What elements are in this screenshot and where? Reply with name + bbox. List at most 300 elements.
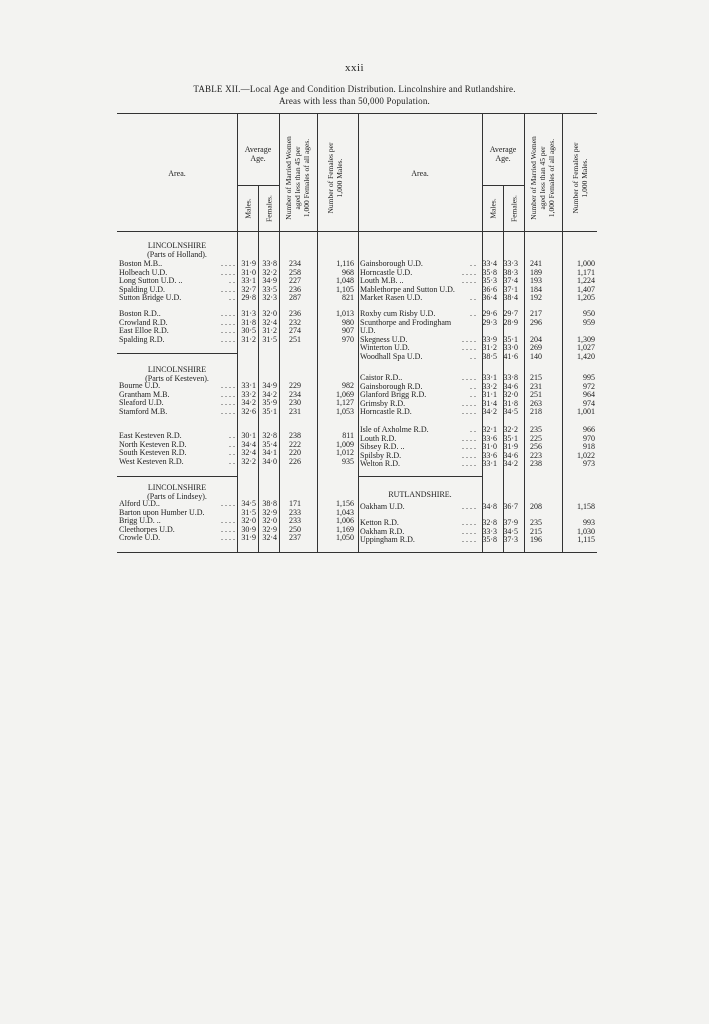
row-males: 34·8 (482, 502, 497, 511)
table-row (117, 293, 357, 302)
married-women-header-line: aged less than 45 per (293, 146, 302, 210)
row-males: 34·2 (241, 398, 256, 407)
married-women-header-line: aged less than 45 per (538, 146, 547, 210)
row-married-women: 232 (289, 317, 301, 327)
row-females-per-males: 1,043 (336, 507, 354, 517)
row-females-per-males: 974 (583, 398, 595, 408)
row-females: 33·8 (262, 259, 277, 268)
row-area: East Elloe R.D. (119, 326, 169, 335)
row-married-women: 233 (289, 516, 301, 525)
females-header: Females. (509, 195, 519, 222)
row-males: 33·2 (482, 381, 497, 391)
row-leader-dots: . . (470, 293, 476, 302)
females-per-males-header-line: 1,000 Males. (335, 158, 344, 198)
row-females-per-males: 1,156 (336, 499, 354, 508)
col-divider (503, 185, 504, 552)
row-females-per-males: 1,407 (577, 284, 595, 294)
row-females: 31·2 (262, 326, 277, 335)
married-women-header-line: 1,000 Females of all ages. (302, 138, 311, 218)
row-married-women: 220 (289, 448, 301, 457)
row-area: Gainsborough R.D. (360, 381, 423, 391)
row-married-women: 230 (289, 398, 301, 407)
table-row (358, 407, 598, 416)
row-leader-dots: . . . . (462, 526, 476, 536)
row-females: 34·6 (503, 450, 518, 460)
row-married-women: 193 (530, 276, 542, 285)
row-area: Sibsey R.D. .. (360, 442, 405, 451)
row-married-women: 263 (530, 398, 542, 408)
row-married-women: 238 (289, 431, 301, 440)
row-leader-dots: . . . . (221, 326, 235, 335)
row-area: Skegness U.D. (360, 334, 408, 344)
row-leader-dots: . . . . (462, 442, 476, 451)
row-leader-dots: . . (229, 431, 235, 440)
row-area: Horncastle U.D. (360, 267, 413, 277)
married-women-header (284, 123, 314, 233)
section-rule (117, 353, 237, 354)
row-leader-dots: . . . . (221, 267, 235, 277)
row-males: 36·4 (482, 293, 497, 302)
row-females: 28·9 (503, 317, 518, 327)
row-married-women: 196 (530, 535, 542, 544)
row-males: 35·8 (482, 267, 497, 277)
row-leader-dots: . . . . (462, 276, 476, 285)
row-leader-dots: . . . . (462, 459, 476, 468)
row-married-women: 227 (289, 276, 301, 285)
row-females-per-males: 1,069 (336, 389, 354, 399)
females-header: Females. (264, 195, 274, 222)
row-area: Caistor R.D.. (360, 373, 403, 382)
row-married-women: 215 (530, 373, 542, 382)
row-females: 34·1 (262, 448, 277, 457)
row-females: 32·2 (262, 267, 277, 277)
row-area: Gainsborough U.D. (360, 259, 423, 268)
row-males: 31·3 (241, 309, 256, 318)
row-area: Bourne U.D. (119, 381, 161, 390)
row-married-women: 250 (289, 524, 301, 534)
row-leader-dots: . . . . (462, 535, 476, 544)
row-leader-dots: . . (229, 276, 235, 285)
row-females-per-males: 1,224 (577, 276, 595, 285)
row-females: 32·4 (262, 317, 277, 327)
females-per-males-header-line: Number of Females per (326, 142, 335, 214)
row-area: Glanford Brigg R.D. (360, 390, 427, 399)
row-males: 31·4 (482, 398, 497, 408)
row-married-women: 204 (530, 334, 542, 344)
row-females-per-males: 1,012 (336, 448, 354, 457)
row-area: U.D. (360, 326, 376, 335)
row-males: 30·9 (241, 524, 256, 534)
row-married-women: 171 (289, 499, 301, 508)
row-females: 37·1 (503, 284, 518, 294)
row-area: Uppingham R.D. (360, 535, 415, 544)
row-females: 34·0 (262, 456, 277, 466)
row-females: 32·0 (262, 516, 277, 525)
row-married-women: 234 (289, 259, 301, 268)
row-leader-dots: . . . . (221, 533, 235, 542)
row-males: 31·0 (241, 267, 256, 277)
row-leader-dots: . . (229, 439, 235, 449)
row-females-per-males: 1,158 (577, 502, 595, 511)
row-females: 31·9 (503, 442, 518, 451)
females-per-males-header (326, 127, 348, 229)
row-males: 32·2 (241, 456, 256, 466)
row-leader-dots: . . (470, 390, 476, 399)
row-leader-dots: . . . . (221, 381, 235, 390)
average-age-header: Average Age. (489, 145, 517, 163)
row-leader-dots: . . . . (462, 407, 476, 416)
section-title: LINCOLNSHIRE (147, 365, 207, 374)
page-number: xxii (344, 62, 365, 74)
row-married-women: 296 (530, 317, 542, 327)
row-females-per-males: 1,116 (336, 259, 354, 268)
row-females: 32·4 (262, 533, 277, 542)
row-females-per-males: 966 (583, 425, 595, 434)
row-married-women: 225 (530, 433, 542, 443)
row-area: Spalding U.D. (119, 284, 165, 294)
row-females-per-males: 811 (342, 431, 354, 440)
row-males: 32·6 (241, 406, 256, 416)
row-males: 32·1 (482, 425, 497, 434)
row-males: 32·8 (482, 518, 497, 527)
row-females-per-males: 907 (342, 326, 354, 335)
row-married-women: 223 (530, 450, 542, 460)
table-title (112, 83, 597, 107)
row-married-women: 222 (289, 439, 301, 449)
row-married-women: 192 (530, 293, 542, 302)
row-males: 33·1 (482, 459, 497, 468)
row-females-per-males: 1,169 (336, 524, 354, 534)
row-area: Long Sutton U.D. .. (119, 276, 183, 285)
row-females-per-males: 935 (342, 456, 354, 466)
row-leader-dots: . . . . (221, 317, 235, 327)
row-females: 38·4 (503, 293, 518, 302)
row-females: 29·7 (503, 309, 518, 318)
row-males: 33·1 (241, 276, 256, 285)
row-females: 32·2 (503, 425, 518, 434)
row-females: 32·0 (262, 309, 277, 318)
row-females: 31·8 (503, 398, 518, 408)
section-title: LINCOLNSHIRE (147, 241, 207, 250)
table-row (117, 407, 357, 416)
row-area: Sleaford U.D. (119, 398, 164, 407)
row-married-women: 226 (289, 456, 301, 466)
row-males: 31·9 (241, 533, 256, 542)
row-females-per-males: 950 (583, 309, 595, 318)
row-married-women: 184 (530, 284, 542, 294)
table-top-rule (117, 113, 597, 114)
row-males: 32·0 (241, 516, 256, 525)
row-married-women: 236 (289, 284, 301, 294)
row-leader-dots: . . (470, 351, 476, 361)
row-leader-dots: . . (229, 448, 235, 457)
section-subtitle: (Parts of Holland). (147, 249, 207, 259)
row-males: 33·1 (482, 373, 497, 382)
row-leader-dots: . . (470, 381, 476, 391)
row-area: Mablethorpe and Sutton U.D. (360, 284, 455, 294)
row-area: Barton upon Humber U.D. (119, 507, 205, 517)
row-females: 32·9 (262, 524, 277, 534)
row-females-per-males: 959 (583, 317, 595, 327)
row-area: Louth M.B. .. (360, 276, 404, 285)
table-row (358, 352, 598, 361)
row-females-per-males: 995 (583, 373, 595, 382)
row-females-per-males: 918 (583, 442, 595, 451)
row-females: 33·5 (262, 284, 277, 294)
row-leader-dots: . . . . (462, 398, 476, 408)
row-married-women: 140 (530, 351, 542, 361)
row-leader-dots: . . . . (221, 516, 235, 525)
table-row (358, 502, 598, 511)
table-row (358, 459, 598, 468)
row-males: 33·4 (482, 259, 497, 268)
row-females: 33·0 (503, 343, 518, 352)
row-males: 29·6 (482, 309, 497, 318)
row-females-per-males: 1,006 (336, 516, 354, 525)
row-females-per-males: 982 (342, 381, 354, 390)
row-females: 34·9 (262, 276, 277, 285)
row-males: 31·5 (241, 507, 256, 517)
row-area: Ketton R.D. (360, 518, 399, 527)
row-leader-dots: . . . . (462, 267, 476, 277)
row-females-per-males: 970 (583, 433, 595, 443)
row-area: North Kesteven R.D. (119, 439, 187, 449)
row-females-per-males: 1,309 (577, 334, 595, 344)
row-leader-dots: . . (229, 456, 235, 466)
row-females: 33·3 (503, 259, 518, 268)
row-males: 33·9 (482, 334, 497, 344)
area-header: Area. (168, 169, 186, 178)
row-married-women: 233 (289, 507, 301, 517)
row-leader-dots: . . . . (221, 334, 235, 344)
row-females: 32·0 (503, 390, 518, 399)
row-females: 37·3 (503, 535, 518, 544)
row-married-women: 235 (530, 518, 542, 527)
married-women-header-line: 1,000 Females of all ages. (547, 138, 556, 218)
row-females-per-males: 1,000 (577, 259, 595, 268)
row-females: 32·8 (262, 431, 277, 440)
females-per-males-header-line: Number of Females per (571, 142, 580, 214)
row-area: Scunthorpe and Frodingham (360, 317, 452, 327)
row-females: 35·9 (262, 398, 277, 407)
row-females: 38·8 (262, 499, 277, 508)
row-females-per-males: 1,013 (336, 309, 354, 318)
row-males: 34·5 (241, 499, 256, 508)
row-married-women: 231 (530, 381, 542, 391)
row-married-women: 189 (530, 267, 542, 277)
row-males: 29·3 (482, 317, 497, 327)
row-leader-dots: . . . . (221, 499, 235, 508)
row-females-per-males: 1,105 (336, 284, 354, 294)
row-leader-dots: . . . . (462, 373, 476, 382)
row-males: 33·6 (482, 450, 497, 460)
row-area: Roxby cum Risby U.D. (360, 309, 436, 318)
row-area: East Kesteven R.D. (119, 431, 182, 440)
row-married-women: 241 (530, 259, 542, 268)
row-males: 30·5 (241, 326, 256, 335)
row-married-women: 251 (530, 390, 542, 399)
row-females: 35·1 (262, 406, 277, 416)
row-females-per-males: 821 (342, 293, 354, 302)
row-leader-dots: . . . . (221, 284, 235, 294)
row-area: Oakham R.D. (360, 526, 405, 536)
col-divider (258, 185, 259, 552)
row-married-women: 269 (530, 343, 542, 352)
row-area: Welton R.D. (360, 459, 401, 468)
row-married-women: 215 (530, 526, 542, 536)
row-leader-dots: . . (229, 293, 235, 302)
row-leader-dots: . . . . (462, 450, 476, 460)
section-subtitle: (Parts of Lindsey). (147, 491, 207, 501)
row-area: Spalding R.D. (119, 334, 165, 344)
row-females-per-males: 1,009 (336, 439, 354, 449)
row-leader-dots: . . . . (221, 524, 235, 534)
row-area: Horncastle R.D. (360, 407, 412, 416)
row-males: 33·6 (482, 433, 497, 443)
row-leader-dots: . . . . (221, 398, 235, 407)
row-females-per-males: 1,205 (577, 293, 595, 302)
row-leader-dots: . . . . (221, 389, 235, 399)
married-women-header (529, 123, 559, 233)
row-females-per-males: 1,127 (336, 398, 354, 407)
row-females: 32·9 (262, 507, 277, 517)
row-leader-dots: . . . . (221, 309, 235, 318)
row-males: 35·3 (482, 276, 497, 285)
females-per-males-header-line: 1,000 Males. (580, 158, 589, 198)
row-married-women: 251 (289, 334, 301, 344)
row-males: 31·9 (241, 259, 256, 268)
row-married-women: 238 (530, 459, 542, 468)
area-header: Area. (411, 169, 429, 178)
row-females: 34·2 (262, 389, 277, 399)
row-married-women: 235 (530, 425, 542, 434)
section-rule (358, 476, 482, 477)
row-females-per-males: 1,001 (577, 407, 595, 416)
row-area: Alford U.D.. (119, 499, 160, 508)
row-area: Sutton Bridge U.D. (119, 293, 182, 302)
row-area: Boston R.D.. (119, 309, 161, 318)
row-married-women: 208 (530, 502, 542, 511)
row-males: 33·2 (241, 389, 256, 399)
row-area: Boston M.B.. (119, 259, 163, 268)
header-bottom-rule (117, 231, 597, 232)
section-subtitle: (Parts of Kesteven). (145, 373, 209, 383)
row-area: Holbeach U.D. (119, 267, 168, 277)
row-area: Crowland R.D. (119, 317, 168, 327)
table-row (117, 533, 357, 542)
row-females-per-males: 1,027 (577, 343, 595, 352)
row-males: 32·7 (241, 284, 256, 294)
row-females: 34·5 (503, 407, 518, 416)
row-area: Stamford M.B. (119, 406, 168, 416)
married-women-header-line: Number of Married Women (529, 136, 538, 220)
row-married-women: 287 (289, 293, 301, 302)
row-area: Oakham U.D. (360, 502, 405, 511)
row-leader-dots: . . (470, 309, 476, 318)
row-leader-dots: . . . . (462, 502, 476, 511)
table-row (358, 293, 598, 302)
row-females-per-males: 980 (342, 317, 354, 327)
row-females: 34·6 (503, 381, 518, 391)
row-females: 37·9 (503, 518, 518, 527)
section-title: RUTLANDSHIRE. (388, 490, 452, 499)
row-area: Cleethorpes U.D. (119, 524, 175, 534)
row-females-per-males: 1,420 (577, 351, 595, 361)
row-females-per-males: 964 (583, 390, 595, 399)
row-females-per-males: 970 (342, 334, 354, 344)
row-married-women: 234 (289, 389, 301, 399)
row-leader-dots: . . . . (221, 406, 235, 416)
row-married-women: 237 (289, 533, 301, 542)
row-females-per-males: 1,050 (336, 533, 354, 542)
table-title-line-2: Areas with less than 50,000 Population. (278, 96, 431, 106)
row-married-women: 236 (289, 309, 301, 318)
row-leader-dots: . . . . (462, 518, 476, 527)
row-females: 36·7 (503, 502, 518, 511)
row-females: 34·5 (503, 526, 518, 536)
row-area: Grimsby R.D. (360, 398, 406, 408)
row-leader-dots: . . (470, 259, 476, 268)
married-women-header-line: Number of Married Women (284, 136, 293, 220)
females-per-males-header (571, 127, 593, 229)
row-area: Woodhall Spa U.D. (360, 351, 423, 361)
table-row (117, 457, 357, 466)
row-females: 34·2 (503, 459, 518, 468)
row-area: Winterton U.D. (360, 343, 410, 352)
table-title-line-1: TABLE XII.—Local Age and Condition Distribution. Lincolnshire and Rutlandshire. (193, 84, 516, 94)
row-married-women: 231 (289, 406, 301, 416)
males-header: Males. (243, 198, 253, 219)
row-females: 33·8 (503, 373, 518, 382)
row-females: 37·4 (503, 276, 518, 285)
row-married-women: 258 (289, 267, 301, 277)
row-females: 38·3 (503, 267, 518, 277)
section-title: LINCOLNSHIRE (147, 483, 207, 492)
row-females: 35·1 (503, 433, 518, 443)
row-females-per-males: 1,022 (577, 450, 595, 460)
row-leader-dots: . . . . (462, 334, 476, 344)
row-area: Grantham M.B. (119, 389, 170, 399)
row-females-per-males: 1,053 (336, 406, 354, 416)
table-row (117, 335, 357, 344)
males-header: Males. (488, 198, 498, 219)
row-married-women: 229 (289, 381, 301, 390)
row-married-women: 274 (289, 326, 301, 335)
row-leader-dots: . . . . (462, 343, 476, 352)
row-females-per-males: 1,048 (336, 276, 354, 285)
row-married-women: 217 (530, 309, 542, 318)
row-females: 41·6 (503, 351, 518, 361)
row-area: South Kesteven R.D. (119, 448, 187, 457)
row-females-per-males: 968 (342, 267, 354, 277)
row-area: Crowle U.D. (119, 533, 161, 542)
row-males: 32·4 (241, 448, 256, 457)
row-males: 31·8 (241, 317, 256, 327)
row-females: 31·5 (262, 334, 277, 344)
row-leader-dots: . . . . (462, 433, 476, 443)
row-area: Louth R.D. (360, 433, 397, 443)
row-females-per-males: 1,030 (577, 526, 595, 536)
row-females: 32·3 (262, 293, 277, 302)
row-females-per-males: 1,171 (577, 267, 595, 277)
row-males: 38·5 (482, 351, 497, 361)
row-males: 31·2 (482, 343, 497, 352)
row-area: Isle of Axholme R.D. (360, 425, 429, 434)
row-leader-dots: . . (470, 425, 476, 434)
row-leader-dots: . . . . (221, 259, 235, 268)
row-males: 31·1 (482, 390, 497, 399)
row-males: 33·3 (482, 526, 497, 536)
